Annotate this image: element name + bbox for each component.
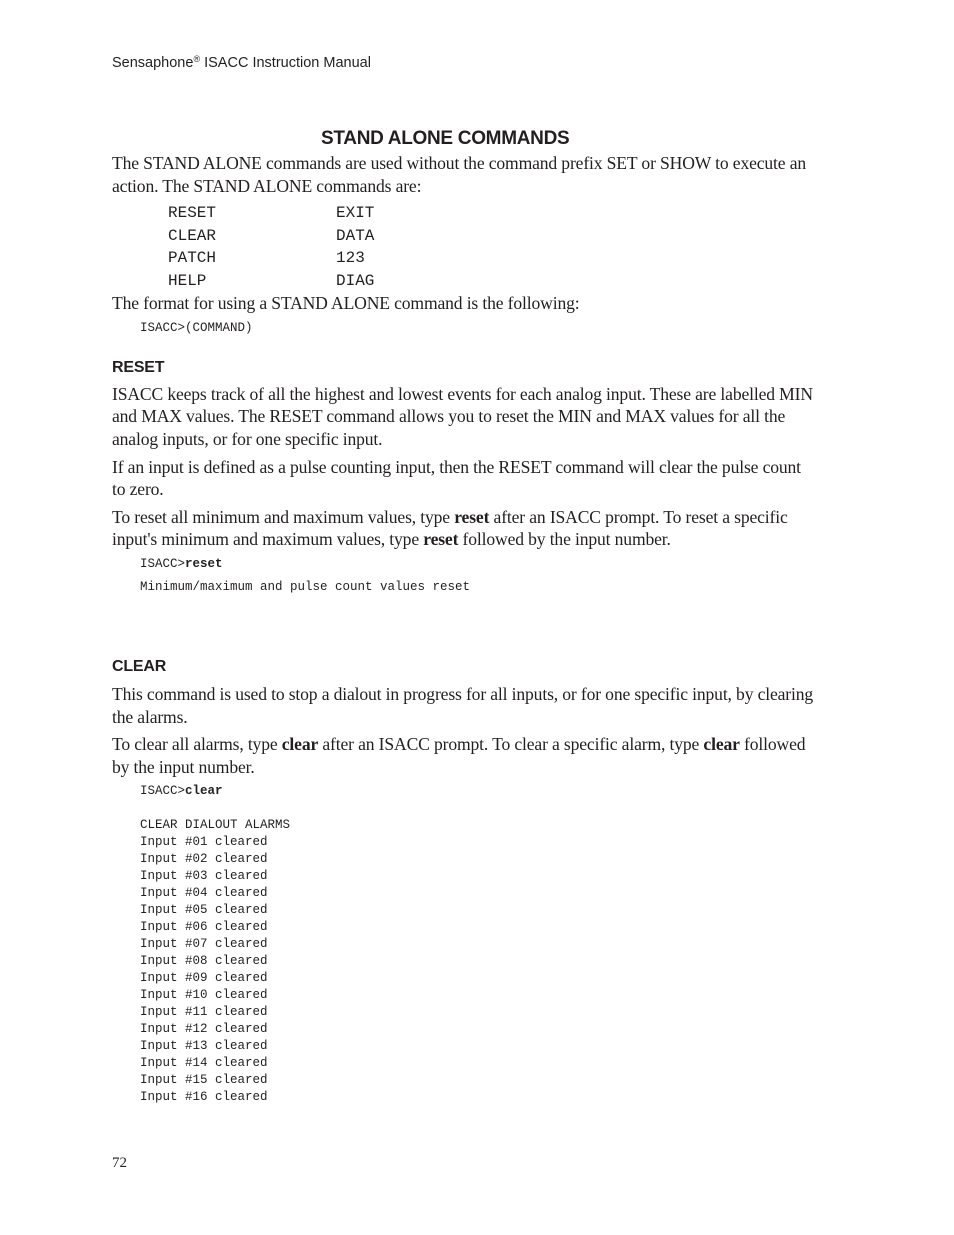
command-input: reset (185, 556, 223, 571)
reset-paragraph-1: ISACC keeps track of all the highest and lowest events for each analog input. These are labelled MIN and MAX values. The RESET command allows you to reset the MIN and MAX values for all the analog inputs, or for one specific input. (112, 383, 813, 449)
output-line: Input #05 cleared (140, 903, 268, 918)
clear-prompt-line (140, 783, 817, 800)
reset-output: Minimum/maximum and pulse count values reset (140, 579, 471, 594)
output-line: Input #02 cleared (140, 852, 268, 867)
prompt: ISACC> (140, 556, 186, 571)
command-list (168, 202, 504, 292)
running-header (112, 54, 371, 71)
reset-prompt-line (140, 556, 817, 573)
text-run: To clear all alarms, type (112, 734, 282, 755)
reset-paragraph-3 (112, 506, 817, 551)
command-row (168, 270, 504, 293)
output-line: Input #03 cleared (140, 869, 268, 884)
bold-command: clear (703, 734, 740, 755)
command-row (168, 202, 504, 225)
output-line: Input #16 cleared (140, 1090, 268, 1105)
clear-paragraph-2 (112, 733, 817, 778)
output-line: Input #08 cleared (140, 954, 268, 969)
bold-command: reset (454, 506, 490, 527)
text-run: after an ISACC prompt. To reset a specific input's minimum and maximum values, type (112, 506, 788, 550)
output-line: Input #09 cleared (140, 971, 268, 986)
clear-paragraph-1: This command is used to stop a dialout in progress for all inputs, or for one specific input, by clearing the alarms. (112, 683, 814, 727)
command-name: DIAG (336, 271, 375, 290)
text-run: To reset all minimum and maximum values, type (112, 506, 455, 527)
command-name: 123 (336, 249, 365, 268)
format-example: ISACC>(COMMAND) (140, 320, 253, 335)
output-line: Input #12 cleared (140, 1022, 268, 1037)
output-line: Input #13 cleared (140, 1039, 268, 1054)
bold-command: reset (423, 529, 459, 550)
clear-output-title: CLEAR DIALOUT ALARMS (140, 818, 291, 833)
reset-paragraph-2: If an input is defined as a pulse counting input, then the RESET command will clear the pulse count to zero. (112, 456, 801, 500)
clear-heading: CLEAR (112, 657, 167, 675)
brand-name: Sensaphone (112, 55, 194, 71)
output-line: Input #14 cleared (140, 1056, 268, 1071)
command-row (168, 247, 504, 270)
registered-mark: ® (193, 54, 201, 64)
command-name: EXIT (336, 204, 375, 223)
command-row (168, 225, 504, 248)
command-input: clear (185, 784, 223, 799)
text-run: followed by the input number. (458, 529, 671, 550)
page-number: 72 (112, 1155, 127, 1171)
command-name: PATCH (168, 249, 217, 268)
format-paragraph: The format for using a STAND ALONE command is the following: (112, 293, 580, 314)
command-name: RESET (168, 204, 217, 223)
reset-heading: RESET (112, 358, 165, 376)
output-line: Input #04 cleared (140, 886, 268, 901)
prompt: ISACC> (140, 784, 186, 799)
section-title: STAND ALONE COMMANDS (321, 128, 570, 149)
intro-paragraph: The STAND ALONE commands are used without the command prefix SET or SHOW to execute an action. The STAND ALONE commands are: (112, 153, 807, 196)
page-content (112, 126, 817, 1106)
bold-command: clear (281, 734, 319, 755)
manual-title: ISACC Instruction Manual (200, 55, 371, 71)
output-line: Input #11 cleared (140, 1005, 268, 1020)
output-line: Input #15 cleared (140, 1073, 268, 1088)
output-line: Input #10 cleared (140, 988, 268, 1003)
text-run: followed by the input number. (112, 734, 806, 777)
output-line: Input #01 cleared (140, 835, 268, 850)
clear-output-lines (112, 834, 817, 1106)
command-name: DATA (336, 226, 375, 245)
command-name: CLEAR (168, 226, 217, 245)
command-name: HELP (168, 271, 207, 290)
text-run: after an ISACC prompt. To clear a specific alarm, type (318, 734, 704, 755)
output-line: Input #07 cleared (140, 937, 268, 952)
output-line: Input #06 cleared (140, 920, 268, 935)
